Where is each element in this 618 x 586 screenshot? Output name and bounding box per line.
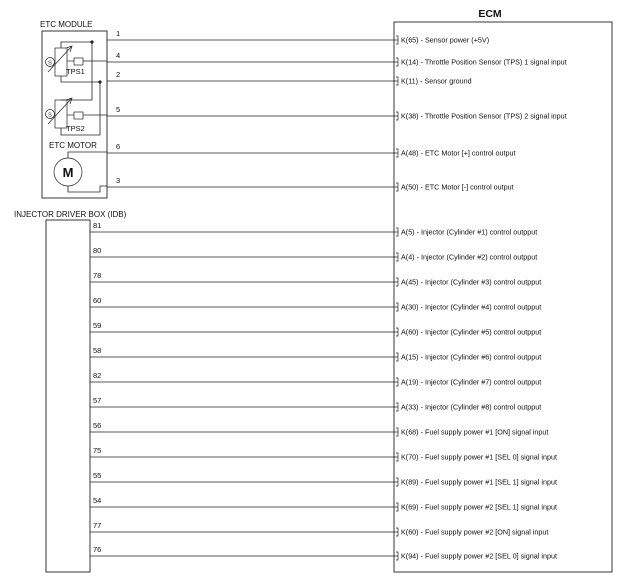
connection-5 bbox=[107, 105, 567, 121]
connection-76 bbox=[90, 545, 557, 561]
pin-number: 3 bbox=[116, 176, 121, 185]
connection-60 bbox=[90, 296, 541, 312]
pin-number: 55 bbox=[93, 471, 102, 480]
signal-label: A(50) - ETC Motor [-] control output bbox=[401, 182, 514, 192]
connection-80 bbox=[90, 246, 537, 262]
pin-number: 6 bbox=[116, 142, 121, 151]
connection-75 bbox=[90, 446, 557, 462]
signal-label: A(33) - Injector (Cylinder #8) control outpput bbox=[401, 402, 542, 412]
connection-56 bbox=[90, 421, 548, 437]
signal-label: A(30) - Injector (Cylinder #4) control outpput bbox=[401, 302, 542, 312]
tps1-sensor bbox=[46, 46, 85, 76]
pin-number: 80 bbox=[93, 246, 102, 255]
connection-81 bbox=[90, 221, 537, 237]
pin-number: 4 bbox=[116, 51, 121, 60]
connection-2 bbox=[107, 70, 472, 86]
tps2-label: TPS2 bbox=[66, 124, 85, 133]
signal-label: K(69) - Fuel supply power #2 [SEL 1] signal input bbox=[401, 502, 557, 512]
connection-1 bbox=[107, 29, 489, 45]
etc-internal-wiring bbox=[61, 40, 107, 135]
connections bbox=[90, 29, 567, 561]
connection-3 bbox=[107, 176, 514, 192]
pin-number: 57 bbox=[93, 396, 102, 405]
signal-label: K(14) - Throttle Position Sensor (TPS) 1 signal input bbox=[401, 57, 567, 67]
idb-title: INJECTOR DRIVER BOX (IDB) bbox=[14, 210, 127, 219]
connection-82 bbox=[90, 371, 541, 387]
connection-55 bbox=[90, 471, 557, 487]
pin-number: 78 bbox=[93, 271, 102, 280]
connection-58 bbox=[90, 346, 541, 362]
signal-label: K(94) - Fuel supply power #2 [SEL 0] signal input bbox=[401, 551, 557, 561]
signal-label: K(68) - Fuel supply power #1 [ON] signal input bbox=[401, 427, 549, 437]
signal-label: K(70) - Fuel supply power #1 [SEL 0] signal input bbox=[401, 452, 557, 462]
connection-77 bbox=[90, 521, 548, 537]
ecm-title: ECM bbox=[478, 8, 502, 20]
pin-number: 76 bbox=[93, 545, 102, 554]
signal-label: K(60) - Fuel supply power #2 [ON] signal input bbox=[401, 527, 549, 537]
pin-number: 1 bbox=[116, 29, 121, 38]
connection-57 bbox=[90, 396, 541, 412]
signal-label: A(5) - Injector (Cylinder #1) control outpput bbox=[401, 227, 538, 237]
etc-motor-title: ETC MOTOR bbox=[49, 141, 97, 150]
signal-label: A(60) - Injector (Cylinder #5) control outpput bbox=[401, 327, 542, 337]
pin-number: 54 bbox=[93, 496, 102, 505]
pin-number: 81 bbox=[93, 221, 102, 230]
connection-4 bbox=[107, 51, 567, 67]
signal-label: K(38) - Throttle Position Sensor (TPS) 2 signal input bbox=[401, 111, 567, 121]
connection-59 bbox=[90, 321, 541, 337]
pin-number: 77 bbox=[93, 521, 102, 530]
signal-label: K(11) - Sensor ground bbox=[401, 76, 472, 86]
signal-label: A(48) - ETC Motor [+] control output bbox=[401, 148, 516, 158]
pin-number: 56 bbox=[93, 421, 102, 430]
signal-label: K(89) - Fuel supply power #1 [SEL 1] signal input bbox=[401, 477, 557, 487]
etc-module-title: ETC MODULE bbox=[40, 20, 93, 29]
signal-label: K(65) - Sensor power (+5V) bbox=[401, 35, 490, 45]
signal-label: A(45) - Injector (Cylinder #3) control outpput bbox=[401, 277, 542, 287]
ecm-box bbox=[394, 22, 612, 572]
pin-number: 82 bbox=[93, 371, 102, 380]
pin-number: 5 bbox=[116, 105, 121, 114]
connection-54 bbox=[90, 496, 557, 512]
svg-text:S: S bbox=[48, 112, 52, 119]
pin-number: 59 bbox=[93, 321, 102, 330]
idb-box bbox=[46, 220, 90, 572]
tps1-label: TPS1 bbox=[66, 67, 85, 76]
pin-number: 75 bbox=[93, 446, 102, 455]
signal-label: A(4) - Injector (Cylinder #2) control outpput bbox=[401, 252, 538, 262]
pin-number: 2 bbox=[116, 70, 121, 79]
pin-number: 58 bbox=[93, 346, 102, 355]
signal-label: A(15) - Injector (Cylinder #6) control outpput bbox=[401, 352, 542, 362]
connection-78 bbox=[90, 271, 541, 287]
tps2-sensor bbox=[46, 98, 85, 133]
etc-motor-symbol: M bbox=[62, 165, 74, 180]
connection-6 bbox=[107, 142, 515, 158]
svg-text:S: S bbox=[48, 60, 52, 67]
signal-label: A(19) - Injector (Cylinder #7) control outpput bbox=[401, 377, 542, 387]
pin-number: 60 bbox=[93, 296, 102, 305]
